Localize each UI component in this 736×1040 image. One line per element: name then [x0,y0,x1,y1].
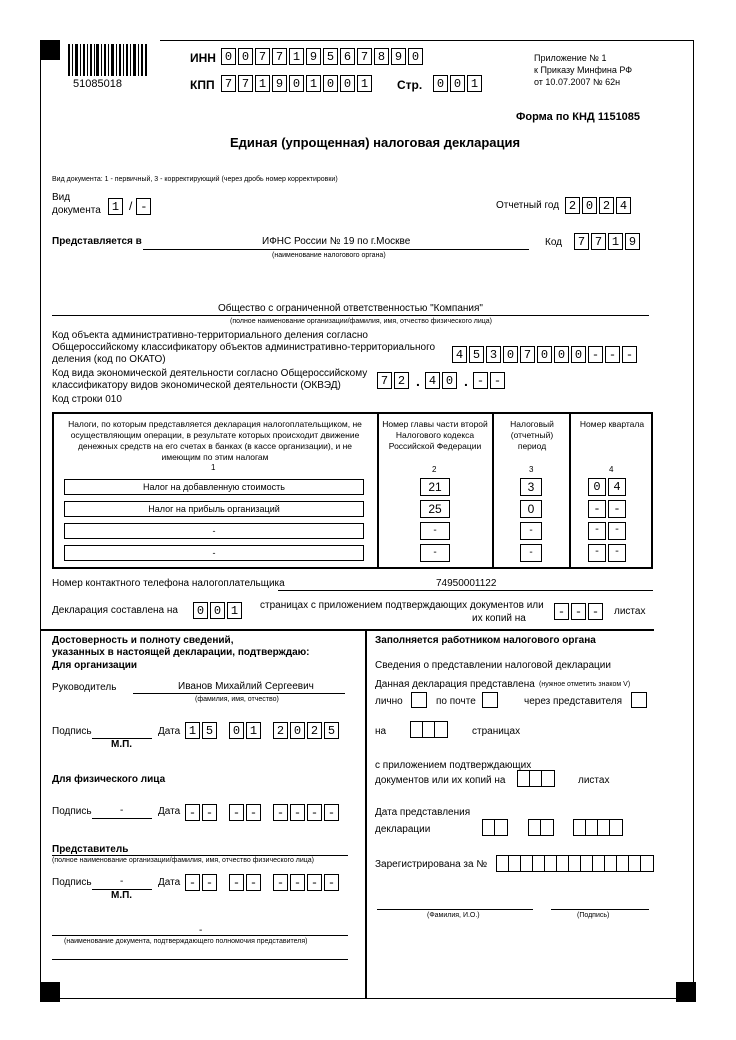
date-cell: - [290,874,305,891]
okato-cell: 4 [452,346,467,363]
date-cell: - [307,804,322,821]
pages-cells [193,602,244,619]
doc-kind-cells [108,198,153,215]
pages-cell: 1 [227,602,242,619]
table-col-num: 2 [432,465,437,474]
correction-cell: - [136,198,151,215]
inn-cell: 0 [221,48,236,65]
table-col-num: 1 [211,463,216,472]
table-header-period: Налоговый (отчетный) период [510,419,554,451]
date-label-a: Дата представления [375,807,471,818]
inn-label: ИНН [190,51,216,65]
table-divider [492,413,494,568]
pages-input[interactable] [410,721,448,738]
person-date-cells [185,804,341,821]
date-cell: 1 [246,722,261,739]
kpp-cell: 0 [340,75,355,92]
inn-cell: 7 [357,48,372,65]
date-cell: - [324,874,339,891]
page-border-right [693,40,694,998]
date-cell: - [185,804,200,821]
on-label: на [375,726,387,737]
table-row-quarter [588,522,628,540]
fio-hint: (фамилия, имя, отчество) [195,696,279,703]
head-name: Иванов Михайлий Сергеевич [178,681,314,692]
section-divider [365,630,367,998]
okved-cell: 2 [394,372,409,389]
doc-kind-cell: 1 [108,198,123,215]
kpp-cell: 1 [357,75,372,92]
table-divider [377,413,379,568]
authority-document-hint: (наименование документа, подтверждающего полномочия представителя) [64,938,308,945]
year-cell: 2 [565,197,580,214]
quarter-cell: - [588,500,606,518]
doc-kind-label-1: Вид [52,192,71,203]
date-cell: 2 [307,722,322,739]
okved-label-2: классификатору видов экономической деятельности (ОКВЭД) [52,380,341,391]
table-row-tax: Налог на прибыль организаций [64,501,364,517]
presented-label: Представляется в [52,236,142,247]
okved-cell: 0 [442,372,457,389]
pages-label: страницах [472,726,521,737]
for-organization: Для организации [52,660,138,671]
year-cell: 0 [582,197,597,214]
date-cell: - [185,874,200,891]
sheets-label: листах [578,775,610,786]
organization-hint: (полное наименование организации/фамилия, имя, отчество физического лица) [230,318,493,325]
table-row-tax: - [64,523,364,539]
pages-label: Декларация составлена на [52,605,178,616]
date-cells [185,722,341,739]
appendix-line-1: Приложение № 1 [534,53,607,63]
kpp-cell: 0 [323,75,338,92]
okved-cell: - [473,372,488,389]
kpp-cell: 9 [272,75,287,92]
year-cell: 4 [616,197,631,214]
table-row-quarter [588,500,628,518]
okato-cell: 0 [571,346,586,363]
via-rep-checkbox[interactable] [631,692,647,708]
okato-cell: 0 [537,346,552,363]
sign-dash: - [120,805,124,816]
okato-cell: - [588,346,603,363]
appendix-line-3: от 10.07.2007 № 62н [534,77,621,87]
pages-cell: 0 [193,602,208,619]
org-line [52,315,649,316]
table-header-taxes: Налоги, по которым представляется декларация налогоплательщиком, не осуществляющим операции, в результате которых происходит движение денежных средств на его счетах в банках (в кассе организации), и не имеющим по этим налогам [68,419,362,462]
okato-cell: 7 [520,346,535,363]
table-row-chapter: - [420,544,450,562]
okato-label-3: деления (код по ОКАТО) [52,354,166,365]
sheets-label: листах [614,606,646,617]
date-cell: - [273,874,288,891]
inn-cell: 8 [374,48,389,65]
table-row-period: - [520,522,542,540]
okato-cell: 0 [503,346,518,363]
table-col-num: 4 [609,465,614,474]
code-label: Код [545,237,563,248]
sign-label: Подпись [52,726,92,737]
by-mail-label: по почте [436,696,476,707]
okato-cell: - [605,346,620,363]
date-cell: - [202,874,217,891]
inn-cells [221,48,425,65]
registration-number-input[interactable] [496,855,654,872]
copies-cells [554,603,605,620]
year-label: Отчетный год [496,200,560,211]
tax-office-heading: Заполняется работником налогового органа [375,635,596,646]
presented-label: Данная декларация представлена [375,679,535,690]
doc-line-2 [52,959,348,960]
by-mail-checkbox[interactable] [482,692,498,708]
confirm-text-1: Достоверность и полноту сведений, [52,635,234,646]
okved-cell: - [490,372,505,389]
barcode-number: 51085018 [73,78,122,90]
date-cell: - [290,804,305,821]
inn-cell: 7 [272,48,287,65]
quarter-cell: - [608,522,626,540]
date-label-2: Дата [158,806,181,817]
date-label-3: Дата [158,877,181,888]
inn-cell: 0 [238,48,253,65]
page-border-left [40,40,41,998]
table-row-period: 3 [520,478,542,496]
sign-line-right [551,909,649,910]
table-row-chapter: - [420,522,450,540]
inn-cell: 5 [323,48,338,65]
date-cell: 0 [290,722,305,739]
authority-name: ИФНС России № 19 по г.Москве [262,236,411,247]
copies-cell: - [588,603,603,620]
date-cell: - [273,804,288,821]
inn-cell: 9 [306,48,321,65]
corner-marker [40,40,60,60]
kpp-cell: 1 [306,75,321,92]
table-header-quarter: Номер квартала [579,419,645,429]
fio-hint-right: (Фамилия, И.О.) [427,912,480,919]
copies-cell: - [571,603,586,620]
sign-dash: - [120,876,124,887]
okved-cell: 4 [425,372,440,389]
page-border-top [160,40,693,41]
personally-checkbox[interactable] [411,692,427,708]
mp-label: М.П. [111,890,133,901]
presented-note: (нужное отметить знаком V) [539,681,631,688]
year-cell: 2 [599,197,614,214]
kpp-cell: 0 [289,75,304,92]
okato-cell: 3 [486,346,501,363]
page-title: Единая (упрощенная) налоговая декларация [230,135,521,150]
table-row-tax: - [64,545,364,561]
okved-cell: 7 [377,372,392,389]
doc-type-note: Вид документа: 1 - первичный, 3 - корректирующий (через дробь номер корректировки) [52,176,338,183]
date-cell: - [324,804,339,821]
head-line [133,693,345,694]
okved-dot: . [464,372,468,389]
quarter-cell: 4 [608,478,626,496]
okato-cell: 0 [554,346,569,363]
table-row-period: 0 [520,500,542,518]
date-cell: - [246,804,261,821]
date-cell: - [229,874,244,891]
section-divider [40,629,654,631]
representative-hint: (полное наименование организации/фамилия, имя, отчество физического лица) [52,857,315,864]
head-label: Руководитель [52,682,117,693]
page-cell: 0 [450,75,465,92]
doc-line [52,935,348,936]
kpp-cell: 1 [255,75,270,92]
date-label-b: декларации [375,824,431,835]
table-col-num: 3 [529,465,534,474]
table-row-chapter: 25 [420,500,450,518]
table-row-quarter [588,478,628,496]
kpp-label: КПП [190,78,215,92]
copies-input[interactable] [517,770,555,787]
table-row-period: - [520,544,542,562]
attach-label-2: документов или их копий на [375,775,506,786]
attach-label-1: с приложением подтверждающих [375,760,532,771]
quarter-cell: - [588,544,606,562]
appendix-line-2: к Приказу Минфина РФ [534,65,633,75]
phone-number: 74950001122 [436,578,497,589]
date-cell: 2 [273,722,288,739]
table-row-chapter: 21 [420,478,450,496]
registered-label: Зарегистрирована за № [375,859,488,870]
quarter-cell: - [608,500,626,518]
representative-label: Представитель [52,844,129,855]
page-border-bottom [40,998,694,999]
table-row-tax: Налог на добавленную стоимость [64,479,364,495]
rep-line [52,855,348,856]
corner-marker [40,982,60,1002]
code-cell: 7 [574,233,589,250]
fio-line [377,909,533,910]
for-person: Для физического лица [52,774,166,785]
okato-cells [452,346,639,363]
phone-line [278,590,653,591]
confirm-text-2: указанных в настоящей декларации, подтверждаю: [52,647,310,658]
date-cell: - [229,804,244,821]
copies-cell: - [554,603,569,620]
year-cells [565,197,633,214]
date-input-year[interactable] [573,819,623,836]
sign-line [92,818,152,819]
inn-cell: 9 [391,48,406,65]
kpp-cell: 7 [238,75,253,92]
okved-label-1: Код вида экономической деятельности согласно Общероссийскому [52,368,368,379]
pages-cell: 0 [210,602,225,619]
okato-cell: 5 [469,346,484,363]
authority-hint: (наименование налогового органа) [272,252,386,259]
personally-label: лично [375,696,403,707]
doc-kind-slash: / [129,199,133,213]
doc-kind-label-2: документа [52,205,101,216]
date-cell: - [246,874,261,891]
okato-cell: - [622,346,637,363]
sign-label-2: Подпись [52,806,92,817]
inn-cell: 6 [340,48,355,65]
kpp-cell: 7 [221,75,236,92]
pages-text-2: их копий на [472,613,526,624]
okved-cells [377,372,507,389]
pages-text-1: страницах с приложением подтверждающих документов или [260,600,544,611]
via-rep-label: через представителя [524,696,623,707]
quarter-cell: - [588,522,606,540]
okato-label-1: Код объекта административно-территориального деления согласно [52,330,368,341]
organization-name: Общество с ограниченной ответственностью "Компания" [218,303,483,314]
page-cells [433,75,484,92]
table-header-chapter: Номер главы части второй Налогового кодекса Российской Федерации [382,419,488,451]
phone-label: Номер контактного телефона налогоплательщика [52,578,285,589]
mp-label: М.П. [111,739,133,750]
code-cell: 7 [591,233,606,250]
rep-date-cells [185,874,341,891]
authority-line [143,249,529,250]
okved-dot: . [416,372,420,389]
date-cell: 0 [229,722,244,739]
table-divider [569,413,571,568]
barcode [68,44,148,80]
doc-dash: - [199,925,203,936]
date-cell: - [307,874,322,891]
date-cell: 5 [202,722,217,739]
authority-code-cells [574,233,642,250]
quarter-cell: - [608,544,626,562]
inn-cell: 7 [255,48,270,65]
date-input-day[interactable] [482,819,508,836]
row-code-label: Код строки 010 [52,394,122,405]
sign-hint-right: (Подпись) [577,912,610,919]
date-cell: - [202,804,217,821]
presentation-info: Сведения о представлении налоговой декларации [375,660,611,671]
date-cell: 5 [324,722,339,739]
code-cell: 1 [608,233,623,250]
page-cell: 1 [467,75,482,92]
code-cell: 9 [625,233,640,250]
page-label: Стр. [397,78,423,92]
okato-label-2: Общероссийскому классификатору объектов административно-территориального [52,342,436,353]
page-cell: 0 [433,75,448,92]
sign-label-3: Подпись [52,877,92,888]
quarter-cell: 0 [588,478,606,496]
inn-cell: 0 [408,48,423,65]
date-input-month[interactable] [528,819,554,836]
date-label: Дата [158,726,181,737]
inn-cell: 1 [289,48,304,65]
date-cell: 1 [185,722,200,739]
table-row-quarter [588,544,628,562]
form-code: Форма по КНД 1151085 [516,111,641,123]
kpp-cells [221,75,374,92]
